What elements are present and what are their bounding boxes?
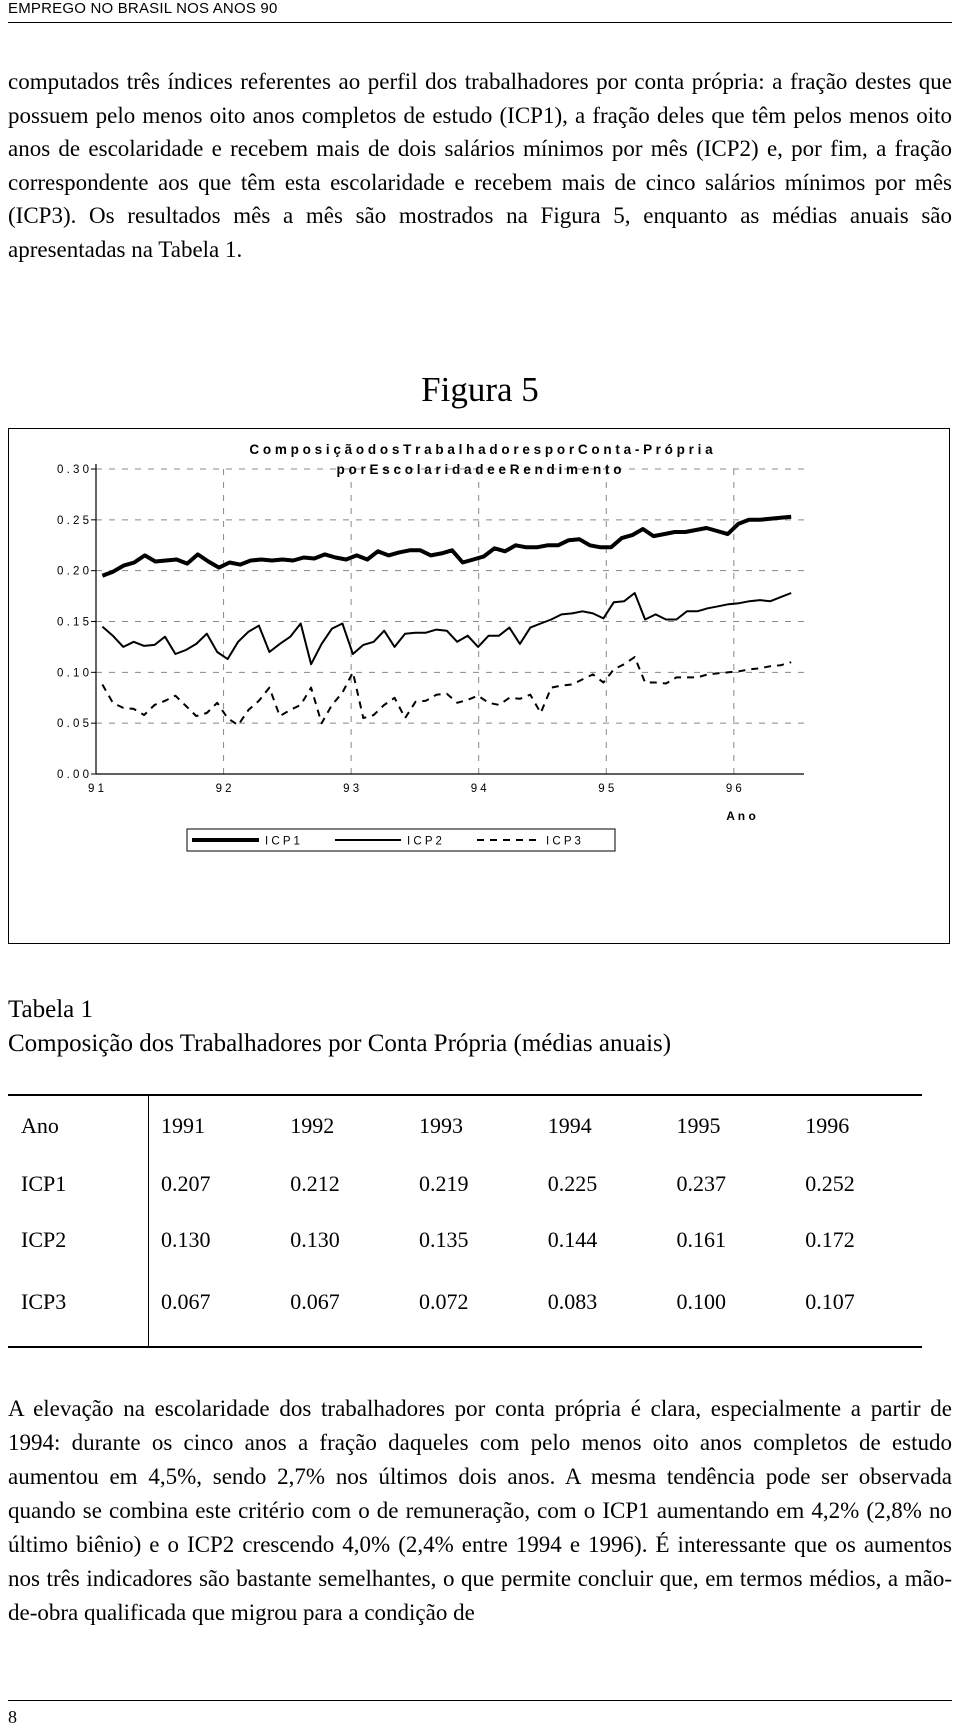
table-cell: 0.144 — [547, 1227, 598, 1252]
y-tick-label: 0 . 1 5 — [57, 616, 89, 629]
chart-grid — [96, 469, 804, 774]
table-cell: 0.130 — [161, 1227, 211, 1252]
chart-subtitle: p o r E s c o l a r i d a d e e R e n d i m e n t o — [336, 462, 622, 477]
y-tick-labels — [57, 464, 89, 781]
x-tick-label: 9 2 — [215, 783, 232, 795]
table-header-cell: 1994 — [547, 1113, 592, 1138]
figure-5-chart — [8, 428, 950, 944]
table-title: Composição dos Trabalhadores por Conta Própria (médias anuais) — [8, 1030, 672, 1057]
table-row-label: ICP2 — [8, 1212, 149, 1268]
chart-legend — [187, 829, 615, 851]
x-axis-label: A n o — [726, 809, 756, 823]
table-header-cell: Ano — [8, 1095, 149, 1156]
table-header-cell: 1993 — [419, 1113, 464, 1138]
y-tick-label: 0 . 1 0 — [57, 667, 89, 680]
table-row-label: ICP1 — [8, 1156, 149, 1212]
chart-axes — [91, 464, 804, 774]
series-line-icp1 — [102, 517, 791, 576]
x-tick-label: 9 6 — [725, 783, 742, 795]
y-tick-label: 0 . 2 5 — [57, 514, 89, 527]
table-cell: 0.067 — [161, 1289, 211, 1314]
table-cell: 0.107 — [805, 1289, 855, 1314]
legend-label-icp1: I C P 1 — [265, 835, 300, 848]
table-cell: 0.100 — [676, 1289, 726, 1314]
table-cell: 0.237 — [676, 1171, 726, 1196]
y-tick-label: 0 . 3 0 — [57, 464, 89, 476]
figure-title: Figura 5 — [421, 370, 539, 409]
series-line-icp3 — [102, 657, 791, 725]
x-tick-label: 9 5 — [598, 783, 615, 795]
x-tick-label: 9 3 — [343, 783, 360, 795]
table-caption — [8, 993, 671, 1061]
page-number: 8 — [8, 1707, 17, 1727]
table-cell: 0.225 — [547, 1171, 598, 1196]
page-footer — [8, 1700, 952, 1729]
running-header: EMPREGO NO BRASIL NOS ANOS 90 — [8, 0, 952, 23]
series-line-icp2 — [102, 593, 791, 664]
table-cell: 0.083 — [547, 1289, 598, 1314]
x-tick-label: 9 4 — [470, 783, 487, 795]
table-cell: 0.067 — [290, 1289, 340, 1314]
x-tick-labels — [88, 783, 742, 795]
table-header-cell: 1992 — [290, 1113, 335, 1138]
legend-label-icp2: I C P 2 — [407, 835, 442, 848]
table-cell: 0.207 — [161, 1171, 211, 1196]
table-header-cell: 1991 — [161, 1113, 205, 1138]
table-cell: 0.252 — [805, 1171, 855, 1196]
table-label: Tabela 1 — [8, 996, 94, 1023]
table-row — [8, 1156, 922, 1212]
table-cell: 0.072 — [419, 1289, 469, 1314]
table-row-label: ICP3 — [8, 1268, 149, 1347]
chart-title: C o m p o s i ç ã o d o s T r a b a l h a d o r e s p o r C o n t a - P r ó p r i a — [249, 442, 713, 457]
table-cell: 0.135 — [419, 1227, 469, 1252]
table-row — [8, 1268, 922, 1347]
table-cell: 0.219 — [419, 1171, 469, 1196]
table-cell: 0.212 — [290, 1171, 340, 1196]
body-paragraph-1: computados três índices referentes ao perfil dos trabalhadores por conta própria: a fração destes que possuem pelo menos oito anos completos de estudo (ICP1), a fração deles que têm pelos menos oito anos de escolaridade e recebem mais de dois salários mínimos por mês (ICP2) e, por fim, a fração correspondente aos que têm esta escolaridade e recebem mais de cinco salários mínimos por mês (ICP3). Os resultados mês a mês são mostrados na Figura 5, enquanto as médias anuais são apresentadas na Tabela 1. — [8, 69, 952, 262]
table-cell: 0.130 — [290, 1227, 340, 1252]
y-tick-label: 0 . 2 0 — [57, 565, 89, 578]
table-row — [8, 1212, 922, 1268]
table-header-cell: 1995 — [676, 1113, 721, 1138]
y-tick-label: 0 . 0 0 — [57, 769, 89, 781]
table-cell: 0.172 — [805, 1227, 855, 1252]
legend-label-icp3: I C P 3 — [546, 835, 581, 848]
table-header-cell: 1996 — [805, 1113, 850, 1138]
table-cell: 0.161 — [676, 1227, 726, 1252]
x-tick-label: 9 1 — [88, 783, 104, 795]
table-header-row — [8, 1095, 922, 1156]
body-paragraph-2: A elevação na escolaridade dos trabalhadores por conta própria é clara, especialmente a partir de 1994: durante os cinco anos a fração daqueles com pelo menos oito anos completos de estudo aumentou em 4,5%, sendo 2,7% nos últimos dois anos. A mesma tendência pode ser observada quando se combina este critério com o de remuneração, com o ICP1 aumentando em 4,2% (2,8% no último biênio) e o ICP2 crescendo 4,0% (2,4% entre 1994 e 1996). É interessante que os aumentos nos três indicadores são bastante semelhantes, o que permite concluir que, em termos médios, a mão-de-obra qualificada que migrou para a condição de — [8, 1396, 952, 1625]
chart-svg — [9, 429, 951, 945]
y-tick-label: 0 . 0 5 — [57, 718, 89, 731]
table-1 — [8, 1094, 922, 1348]
